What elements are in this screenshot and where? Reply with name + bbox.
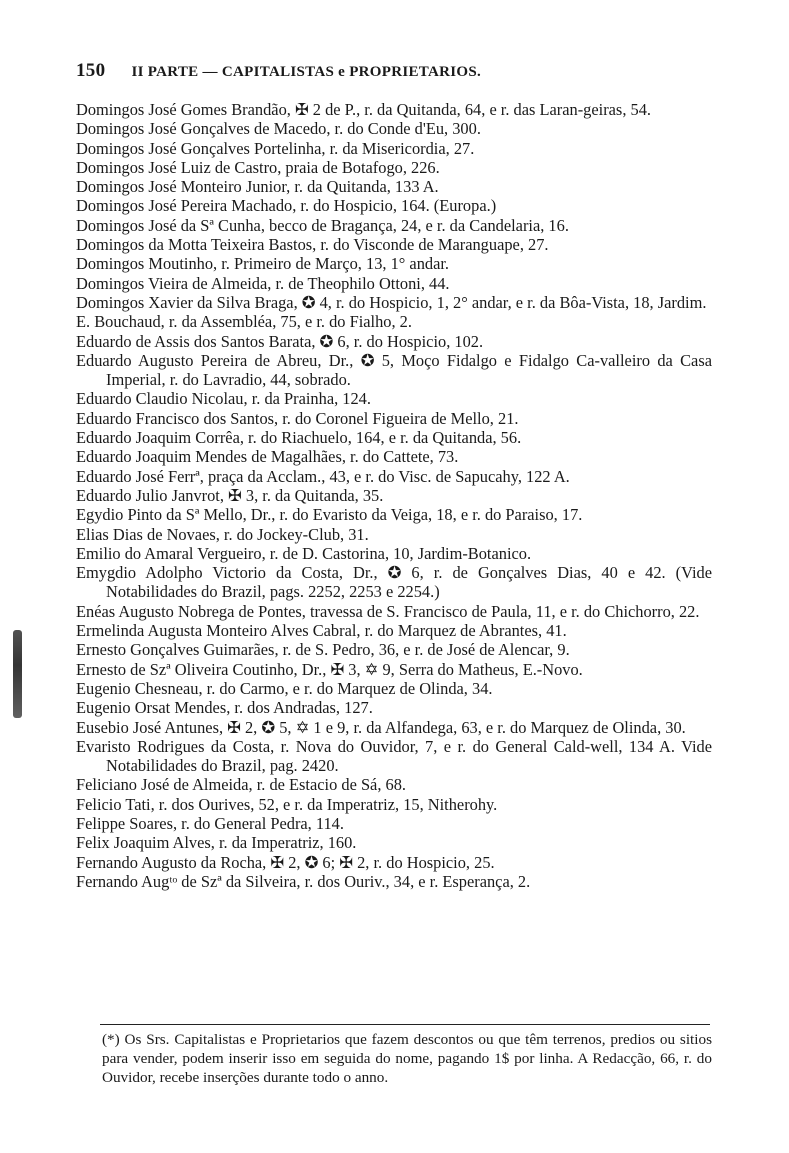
list-item: Domingos José Gonçalves de Macedo, r. do Conde d'Eu, 300.	[76, 119, 481, 139]
list-item: Domingos Vieira de Almeida, r. de Theophilo Ottoni, 44.	[76, 273, 450, 293]
list-item: Domingos José Gomes Brandão, ✠ 2 de P., r. da Quitanda, 64, e r. das Laran-geiras, 54.	[76, 100, 651, 119]
list-item: Egydio Pinto da Sª Mello, Dr., r. do Evaristo da Veiga, 18, e r. do Paraiso, 17.	[76, 505, 583, 525]
list-item: Felicio Tati, r. dos Ourives, 52, e r. da Imperatriz, 15, Nitherohy.	[76, 794, 498, 814]
list-item: Domingos José Luiz de Castro, praia de Botafogo, 226.	[76, 157, 440, 177]
list-item: Domingos José da Sª Cunha, becco de Bragança, 24, e r. da Candelaria, 16.	[76, 215, 569, 235]
list-item: Eduardo Julio Janvrot, ✠ 3, r. da Quitanda, 35.	[76, 485, 384, 505]
list-item: Feliciano José de Almeida, r. de Estacio de Sá, 68.	[76, 775, 407, 795]
list-item: Eusebio José Antunes, ✠ 2, ✪ 5, ✡ 1 e 9, r. da Alfandega, 63, e r. do Marquez de Olinda, 30.	[76, 717, 686, 737]
list-item: Fernando Augᵗᵒ de Szª da Silveira, r. dos Ouriv., 34, e r. Esperança, 2.	[76, 871, 531, 891]
list-item: Eduardo Joaquim Corrêa, r. do Riachuelo, 164, e r. da Quitanda, 56.	[76, 428, 522, 448]
list-item: Ermelinda Augusta Monteiro Alves Cabral, r. do Marquez de Abrantes, 41.	[76, 621, 567, 641]
list-item: Eduardo Claudio Nicolau, r. da Prainha, 124.	[76, 389, 371, 409]
footnote-divider	[100, 1024, 710, 1025]
list-item: Eugenio Orsat Mendes, r. dos Andradas, 127.	[76, 698, 373, 718]
list-item: Domingos José Gonçalves Portelinha, r. da Misericordia, 27.	[76, 138, 475, 158]
list-item: Emygdio Adolpho Victorio da Costa, Dr., ✪ 6, r. de Gonçalves Dias, 40 e 42. (Vide Notabilidades do Brazil, pags. 2252, 2253 e 2254.)	[76, 563, 712, 602]
list-item: Eugenio Chesneau, r. do Carmo, e r. do Marquez de Olinda, 34.	[76, 678, 493, 698]
list-item: E. Bouchaud, r. da Assembléa, 75, e r. do Fialho, 2.	[76, 312, 412, 332]
list-item: Eduardo José Ferrª, praça da Acclam., 43, e r. do Visc. de Sapucahy, 122 A.	[76, 466, 570, 486]
list-item: Enéas Augusto Nobrega de Pontes, travessa de S. Francisco de Paula, 11, e r. do Chichorro, 22.	[76, 601, 700, 621]
list-item: Domingos José Pereira Machado, r. do Hospicio, 164. (Europa.)	[76, 196, 497, 216]
list-item: Eduardo Joaquim Mendes de Magalhães, r. do Cattete, 73.	[76, 447, 459, 467]
page-title: II PARTE — CAPITALISTAS e PROPRIETARIOS.	[131, 64, 482, 80]
list-item: Eduardo de Assis dos Santos Barata, ✪ 6, r. do Hospicio, 102.	[76, 331, 484, 351]
list-item: Fernando Augusto da Rocha, ✠ 2, ✪ 6; ✠ 2, r. do Hospicio, 25.	[76, 852, 495, 872]
list-item: Elias Dias de Novaes, r. do Jockey-Club, 31.	[76, 524, 369, 544]
footnote-text: (*) Os Srs. Capitalistas e Proprietarios que fazem descontos ou que têm terrenos, predios ou sitios para vender, podem inserir isso em seguida do nome, pagando 1$ por linha. A Redacção, 66, r. do Ouvidor, recebe inserções durante todo o anno.	[102, 1031, 712, 1086]
entry-list	[76, 100, 712, 891]
list-item: Emilio do Amaral Vergueiro, r. de D. Castorina, 10, Jardim-Botanico.	[76, 543, 532, 563]
page-number: 150	[76, 60, 106, 81]
list-item: Eduardo Francisco dos Santos, r. do Coronel Figueira de Mello, 21.	[76, 408, 519, 428]
list-item: Felix Joaquim Alves, r. da Imperatriz, 160.	[76, 833, 357, 853]
footnote	[82, 1030, 712, 1087]
list-item: Domingos Xavier da Silva Braga, ✪ 4, r. do Hospicio, 1, 2° andar, e r. da Bôa-Vista, 18, Jardim.	[76, 292, 707, 312]
margin-ink-mark	[13, 630, 22, 718]
list-item: Evaristo Rodrigues da Costa, r. Nova do Ouvidor, 7, e r. do General Cald-well, 134 A. Vide Notabilidades do Brazil, pag. 2420.	[76, 736, 712, 776]
list-item: Domingos José Monteiro Junior, r. da Quitanda, 133 A.	[76, 177, 439, 197]
list-item: Domingos da Motta Teixeira Bastos, r. do Visconde de Maranguape, 27.	[76, 235, 549, 255]
list-item: Felippe Soares, r. do General Pedra, 114.	[76, 813, 344, 833]
page-header	[76, 60, 726, 82]
list-item: Eduardo Augusto Pereira de Abreu, Dr., ✪ 5, Moço Fidalgo e Fidalgo Ca-valleiro da Casa Imperial, r. do Lavradio, 44, sobrado.	[76, 350, 712, 390]
list-item: Ernesto de Szª Oliveira Coutinho, Dr., ✠ 3, ✡ 9, Serra do Matheus, E.-Novo.	[76, 659, 583, 679]
list-item: Ernesto Gonçalves Guimarães, r. de S. Pedro, 36, e r. de José de Alencar, 9.	[76, 640, 570, 660]
list-item: Domingos Moutinho, r. Primeiro de Março, 13, 1° andar.	[76, 254, 450, 274]
